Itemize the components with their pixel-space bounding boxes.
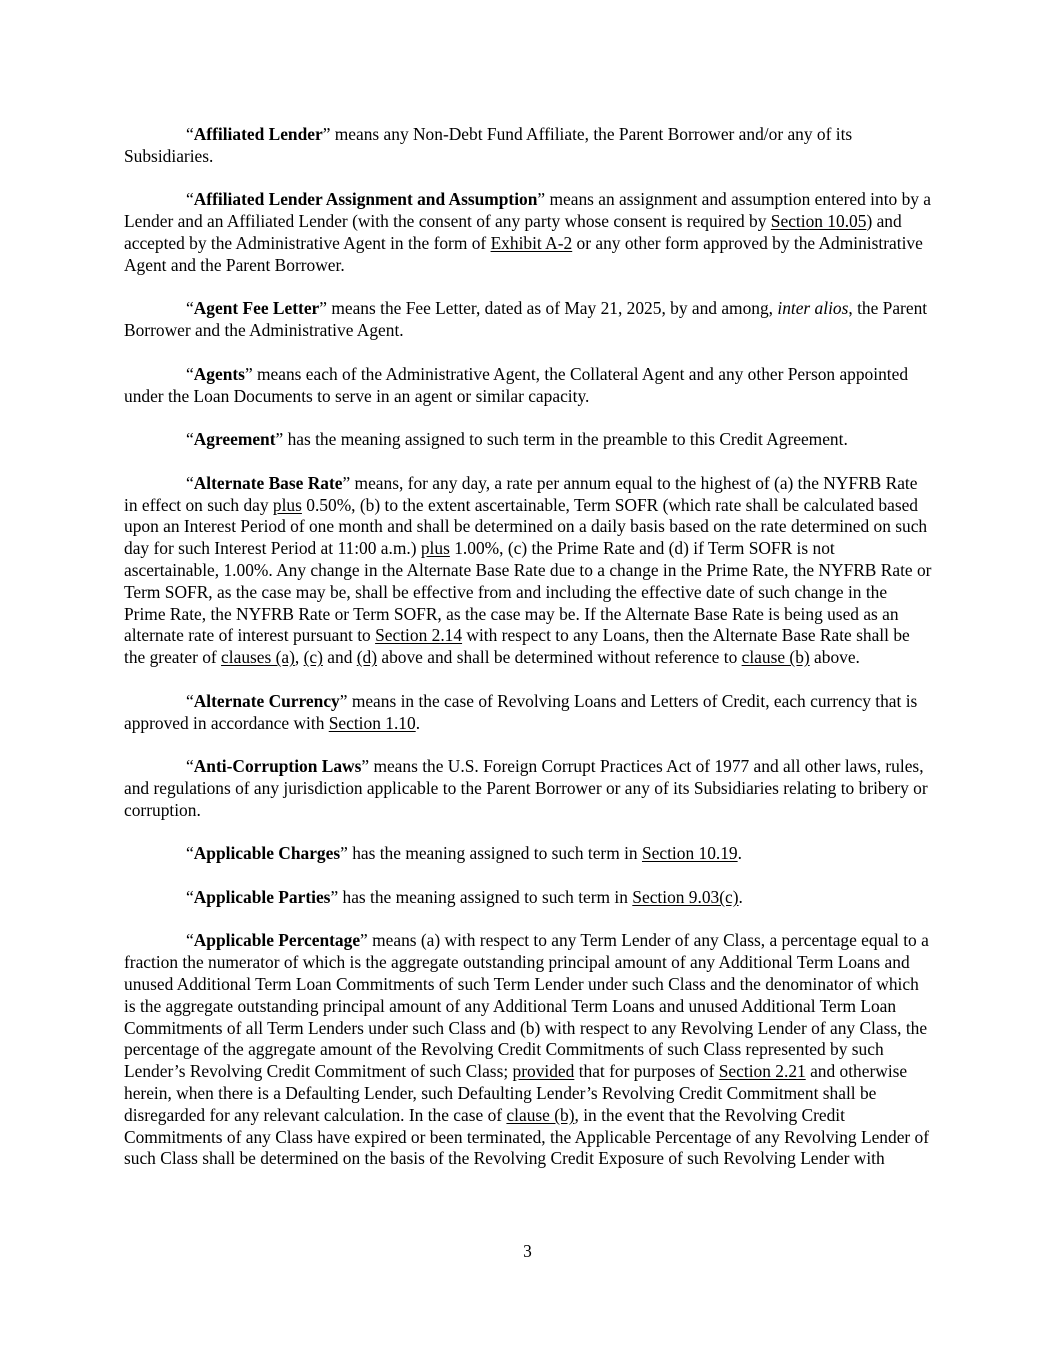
cross-reference: (c)	[303, 647, 323, 668]
defined-term: Applicable Percentage	[193, 930, 361, 951]
definition-text: ” means in the case of Revolving Loans and Letters of Credit, each currency that is approved in accordance with	[124, 690, 918, 733]
cross-reference: Exhibit A-2	[490, 232, 573, 253]
cross-reference: clause (b)	[506, 1104, 575, 1125]
definition-paragraph	[124, 843, 932, 865]
document-page	[124, 124, 932, 1192]
definition-text: “	[186, 298, 194, 319]
defined-term: Alternate Currency	[193, 690, 340, 711]
definition-paragraph	[124, 887, 932, 909]
definition-text: “	[186, 363, 194, 384]
definition-paragraph	[124, 473, 932, 669]
cross-reference: Section 2.21	[718, 1061, 806, 1082]
cross-reference: Section 2.14	[375, 625, 463, 646]
definition-text: “	[186, 429, 194, 450]
page-number: 3	[523, 1241, 532, 1261]
cross-reference: plus	[272, 494, 302, 515]
definition-paragraph	[124, 429, 932, 451]
definition-text: ,	[294, 647, 304, 668]
definition-text: “	[186, 886, 194, 907]
definition-text: that for purposes of	[574, 1061, 719, 1082]
definition-paragraph	[124, 298, 932, 342]
cross-reference: (d)	[356, 647, 378, 668]
definition-text: ” means (a) with respect to any Term Lender of any Class, a percentage equal to a fraction the numerator of which is the aggregate outstanding principal amount of any Additional Term Loans and unused Additional Term Loan Commitments of such Term Lender under such Class and the denominator of which is the aggregate outstanding principal amount of any Additional Term Loans and unused Additional Term Loan Commitments of all Term Lenders under such Class and (b) with respect to any Revolving Lender of any Class, the percentage of the aggregate amount of the Revolving Credit Commitments of such Class represented by such Lender’s Revolving Credit Commitment of such Class;	[124, 930, 929, 1082]
definition-text: “	[186, 189, 194, 210]
definition-text: 0.50%, (b) to the extent ascertainable, Term SOFR (which rate shall be calculated based upon an Interest Period of one month and shall be determined on a daily basis based on the rate determined on such day for such Interest Period at 11:00 a.m.)	[124, 494, 928, 559]
defined-term: Agent Fee Letter	[193, 298, 320, 319]
definition-text: “	[186, 843, 194, 864]
definition-text: “	[186, 930, 194, 951]
definition-text: , the Parent Borrower and the Administrative Agent.	[124, 298, 928, 341]
cross-reference: clause (b)	[741, 647, 810, 668]
definition-text: above and shall be determined without reference to	[377, 647, 742, 668]
italic-text: inter alios	[777, 298, 849, 319]
definition-paragraph	[124, 691, 932, 735]
definition-text: .	[737, 843, 742, 864]
definition-text: ” means, for any day, a rate per annum equal to the highest of (a) the NYFRB Rate in effect on such day	[124, 472, 918, 515]
definition-text: ” means the Fee Letter, dated as of May 21, 2025, by and among,	[319, 298, 778, 319]
definition-text: and	[322, 647, 357, 668]
defined-term: Agreement	[193, 429, 276, 450]
definition-text: above.	[809, 647, 860, 668]
definition-text: .	[738, 886, 743, 907]
cross-reference: Section 1.10	[328, 712, 416, 733]
defined-term: Applicable Parties	[193, 886, 331, 907]
definition-text: , in the event that the Revolving Credit Commitments of any Class have expired or been terminated, the Applicable Percentage of any Revolving Lender of such Class shall be determined on the basis of the Revolving Credit Exposure of such Revolving Lender with	[124, 1104, 930, 1169]
cross-reference: plus	[420, 538, 450, 559]
defined-term: Affiliated Lender	[193, 124, 323, 144]
definition-text: ” has the meaning assigned to such term in	[340, 843, 642, 864]
definition-paragraph	[124, 189, 932, 276]
definition-text: and otherwise herein, when there is a Defaulting Lender, such Defaulting Lender’s Revolving Credit Commitment shall be disregarded for any relevant calculation. In the case of	[124, 1061, 908, 1125]
definition-text: ” means any Non-Debt Fund Affiliate, the Parent Borrower and/or any of its Subsidiaries.	[124, 124, 853, 166]
definition-text: ) and accepted by the Administrative Agent in the form of	[124, 211, 902, 253]
cross-reference: provided	[512, 1061, 575, 1082]
definition-text: ” means each of the Administrative Agent, the Collateral Agent and any other Person appointed under the Loan Documents to serve in an agent or similar capacity.	[124, 363, 909, 406]
cross-reference: Section 10.05	[770, 211, 867, 232]
definition-text: or any other form approved by the Administrative Agent and the Parent Borrower.	[124, 232, 923, 275]
definition-paragraph	[124, 756, 932, 821]
cross-reference: Section 10.19	[641, 843, 738, 864]
definition-text: with respect to any Loans, then the Alternate Base Rate shall be the greater of	[124, 625, 910, 668]
definition-paragraph	[124, 124, 932, 168]
definition-text: “	[186, 690, 194, 711]
definition-paragraph	[124, 930, 932, 1170]
definition-paragraph	[124, 364, 932, 408]
definition-text: 1.00%, (c) the Prime Rate and (d) if Term SOFR is not ascertainable, 1.00%. Any change in the Alternate Base Rate due to a change in the Prime Rate, the NYFRB Rate or Term SOFR, as the case may be, shall be effective from and including the effective date of such change in the Prime Rate, the NYFRB Rate or Term SOFR, as the case may be. If the Alternate Base Rate is being used as an alternate rate of interest pursuant to	[124, 538, 932, 646]
defined-term: Anti-Corruption Laws	[193, 756, 362, 777]
defined-term: Alternate Base Rate	[193, 472, 343, 493]
defined-term: Agents	[193, 363, 245, 384]
definition-text: “	[186, 756, 194, 777]
cross-reference: clauses (a)	[221, 647, 295, 668]
definition-text: ” means the U.S. Foreign Corrupt Practices Act of 1977 and all other laws, rules, and regulations of any jurisdiction applicable to the Parent Borrower or any of its Subsidiaries relating to bribery or corruption.	[124, 756, 928, 820]
definition-text: ” has the meaning assigned to such term in the preamble to this Credit Agreement.	[275, 429, 848, 450]
defined-term: Applicable Charges	[193, 843, 341, 864]
cross-reference: Section 9.03(c)	[632, 886, 739, 907]
definition-text: “	[186, 472, 194, 493]
definition-text: .	[415, 712, 421, 733]
defined-term: Affiliated Lender Assignment and Assumption	[193, 189, 538, 210]
definition-text: ” has the meaning assigned to such term in	[330, 886, 633, 907]
definition-text: “	[186, 124, 194, 144]
definition-text: ” means an assignment and assumption entered into by a Lender and an Affiliated Lender (with the consent of any party whose consent is required by	[124, 189, 932, 232]
